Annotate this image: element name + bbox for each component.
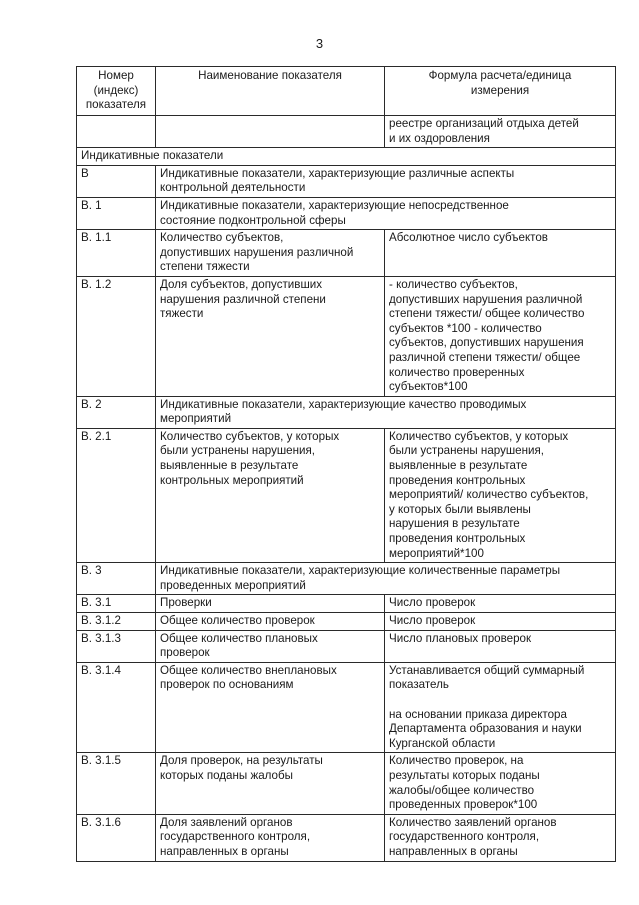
indicator-formula: Количество заявлений органов государственного контроля, направленных в органы [385, 814, 616, 861]
indicator-name: Доля субъектов, допустивших нарушения различной степени тяжести [156, 276, 385, 396]
indicator-row [77, 428, 616, 562]
indicator-number: В. 3.1.5 [77, 753, 156, 814]
indicator-group-row [77, 197, 616, 229]
indicators-table [76, 66, 616, 862]
indicator-group-row [77, 396, 616, 428]
indicator-row [77, 753, 616, 814]
indicator-name: Проверки [156, 595, 385, 613]
indicator-name: Общее количество внеплановых проверок по основаниям [156, 662, 385, 753]
indicator-row [77, 630, 616, 662]
indicator-number: В. 3.1 [77, 595, 156, 613]
header-number: Номер (индекс) показателя [77, 67, 156, 116]
indicator-name: Доля заявлений органов государственного контроля, направленных в органы [156, 814, 385, 861]
indicator-row [77, 595, 616, 613]
page-number: 3 [315, 36, 324, 51]
section-title: Индикативные показатели [77, 148, 616, 166]
indicator-formula: Число плановых проверок [385, 630, 616, 662]
indicator-formula: Количество проверок, на результаты которых поданы жалобы/общее количество проведенных проверок*100 [385, 753, 616, 814]
indicator-number: В. 3 [77, 563, 156, 595]
indicator-group-title: Индикативные показатели, характеризующие качество проводимых мероприятий [156, 396, 616, 428]
table-header-row [77, 67, 616, 116]
indicator-group-title: Индикативные показатели, характеризующие различные аспекты контрольной деятельности [156, 165, 616, 197]
indicator-formula: Число проверок [385, 613, 616, 631]
continuation-number [77, 116, 156, 148]
indicator-number: В. 1.2 [77, 276, 156, 396]
header-formula: Формула расчета/единица измерения [385, 67, 616, 116]
indicator-row [77, 613, 616, 631]
indicator-formula: Количество субъектов, у которых были устранены нарушения, выявленные в результате проведения контрольных мероприятий/ количество субъектов, у которых были выявлены нарушения в результате проведения контрольных мероприятий*100 [385, 428, 616, 562]
indicator-row [77, 662, 616, 753]
indicator-number: В. 1 [77, 197, 156, 229]
indicator-number: В [77, 165, 156, 197]
indicator-row [77, 276, 616, 396]
indicator-number: В. 3.1.3 [77, 630, 156, 662]
indicator-formula: - количество субъектов, допустивших нарушения различной степени тяжести/ общее количество субъектов *100 - количество субъектов, допустивших нарушения различной степени тяжести/ общее количество проверенных субъектов*100 [385, 276, 616, 396]
indicator-name: Количество субъектов, допустивших нарушения различной степени тяжести [156, 230, 385, 277]
indicator-row [77, 814, 616, 861]
indicator-number: В. 1.1 [77, 230, 156, 277]
indicator-name: Количество субъектов, у которых были устранены нарушения, выявленные в результате контрольных мероприятий [156, 428, 385, 562]
indicator-group-row [77, 165, 616, 197]
indicator-formula: Число проверок [385, 595, 616, 613]
indicator-name: Общее количество проверок [156, 613, 385, 631]
indicator-group-title: Индикативные показатели, характеризующие количественные параметры проведенных мероприятий [156, 563, 616, 595]
indicator-number: В. 3.1.6 [77, 814, 156, 861]
indicator-row [77, 230, 616, 277]
section-title-row [77, 148, 616, 166]
indicator-number: В. 3.1.2 [77, 613, 156, 631]
continuation-row [77, 116, 616, 148]
continuation-name [156, 116, 385, 148]
indicator-formula: Устанавливается общий суммарный показатель на основании приказа директора Департамента образования и науки Курганской области [385, 662, 616, 753]
indicator-number: В. 2.1 [77, 428, 156, 562]
indicator-name: Общее количество плановых проверок [156, 630, 385, 662]
indicator-group-title: Индикативные показатели, характеризующие непосредственное состояние подконтрольной сферы [156, 197, 616, 229]
indicator-number: В. 2 [77, 396, 156, 428]
indicator-name: Доля проверок, на результаты которых поданы жалобы [156, 753, 385, 814]
header-name: Наименование показателя [156, 67, 385, 116]
continuation-formula: реестре организаций отдыха детей и их оздоровления [385, 116, 616, 148]
indicator-group-row [77, 563, 616, 595]
indicator-formula: Абсолютное число субъектов [385, 230, 616, 277]
indicator-number: В. 3.1.4 [77, 662, 156, 753]
